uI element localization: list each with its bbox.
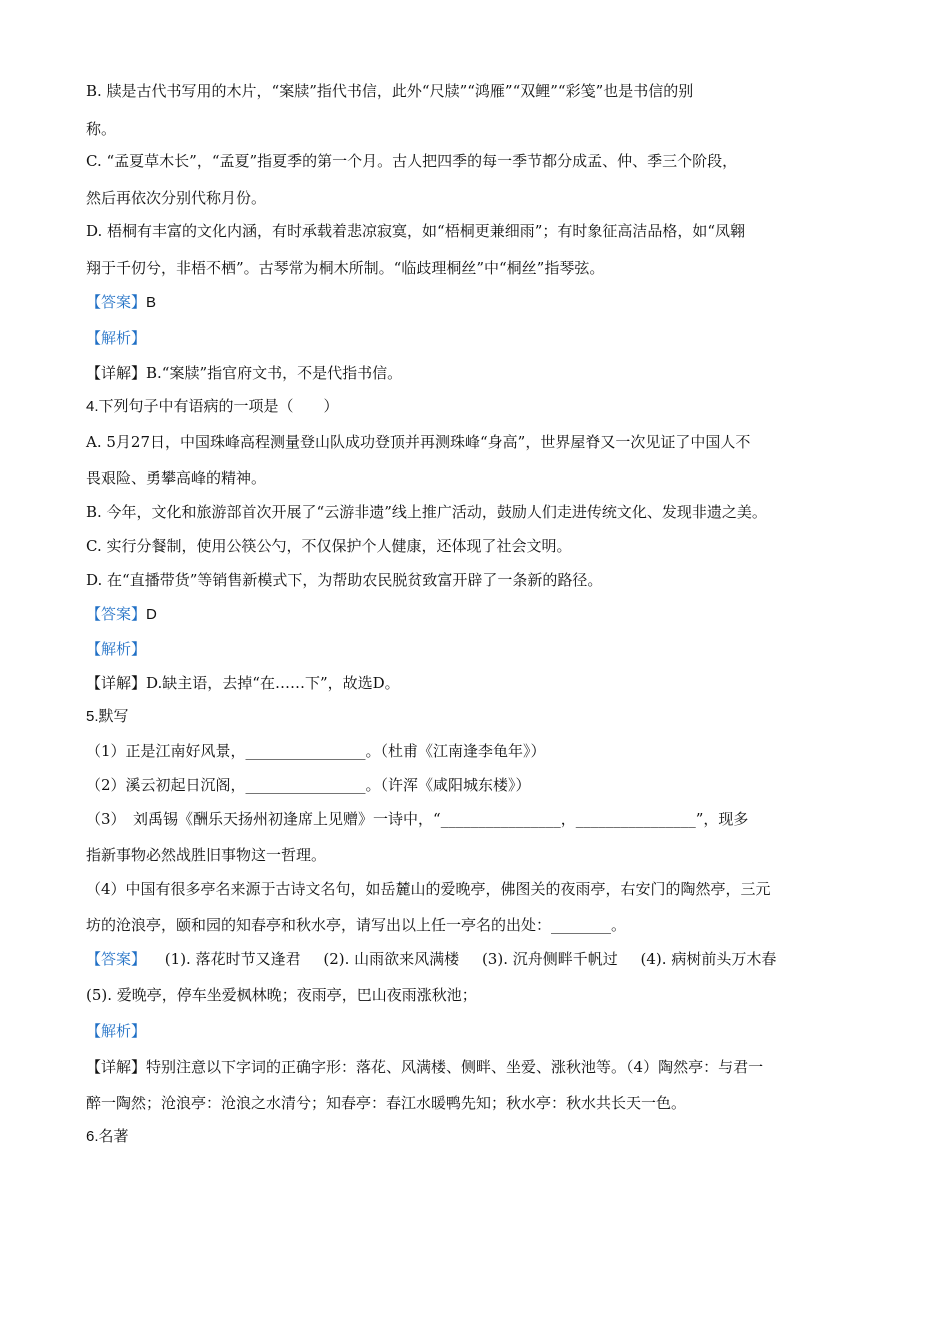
q5-detail-line2: 醉一陶然；沧浪亭：沧浪之水清兮；知春亭：春江水暖鸭先知；秋水亭：秋水共长天一色。 (86, 1094, 687, 1112)
answer-value: B (146, 294, 157, 311)
q4-option-a-line2: 畏艰险、勇攀高峰的精神。 (86, 469, 267, 487)
q5-item-3-line2: 指新事物必然战胜旧事物这一哲理。 (86, 846, 327, 864)
q6-stem: 6.名著 (86, 1128, 129, 1145)
answer-tag: 【答案】 (86, 605, 147, 623)
detail-tag: 【详解】 (86, 674, 147, 692)
q5-item-2: （2）溪云初起日沉阁，________________。（许浑《咸阳城东楼》） (86, 776, 531, 794)
q3-option-c-line1: C. “孟夏草木长”，“孟夏”指夏季的第一个月。古人把四季的每一季节都分成孟、仲、季三个阶段， (86, 152, 738, 170)
answer-item-1: (1). 落花时节又逢君 (164, 950, 301, 968)
q5-analysis (86, 1020, 876, 1042)
analysis-tag: 【解析】 (86, 329, 147, 347)
q4-answer (86, 603, 876, 626)
detail-tag: 【详解】 (86, 364, 147, 382)
answer-tag: 【答案】 (86, 950, 147, 968)
q4-option-d: D. 在“直播带货”等销售新模式下，为帮助农民脱贫致富开辟了一条新的路径。 (86, 571, 603, 589)
answer-item-2: (2). 山雨欲来风满楼 (323, 950, 460, 968)
q4-option-c: C. 实行分餐制，使用公筷公勺，不仅保护个人健康，还体现了社会文明。 (86, 537, 572, 555)
q5-detail-line1 (86, 1056, 876, 1078)
q3-option-b-line1: B. 牍是古代书写用的木片，“案牍”指代书信，此外“尺牍”“鸿雁”“双鲤”“彩笺”也是书信的别 (86, 82, 694, 100)
q4-analysis (86, 638, 876, 660)
detail-text: 特别注意以下字词的正确字形：落花、风满楼、侧畔、坐爱、涨秋池等。（4）陶然亭：与君一 (146, 1058, 764, 1076)
analysis-tag: 【解析】 (86, 1022, 147, 1040)
answer-item-3: (3). 沉舟侧畔千帆过 (481, 950, 618, 968)
q4-option-a-line1: A. 5月27日，中国珠峰高程测量登山队成功登顶并再测珠峰“身高”，世界屋脊又一次见证了中国人不 (86, 433, 751, 451)
q5-answer (86, 948, 876, 970)
q5-stem: 5.默写 (86, 708, 129, 725)
q3-option-b-line2: 称。 (86, 120, 117, 138)
q5-item-4-line1: （4）中国有很多亭名来源于古诗文名句，如岳麓山的爱晚亭，佛图关的夜雨亭，右安门的陶然亭，三元 (86, 880, 771, 898)
analysis-tag: 【解析】 (86, 640, 147, 658)
detail-text: D.缺主语，去掉“在……下”，故选D。 (146, 674, 400, 692)
q5-item-4-line2: 坊的沧浪亭，颐和园的知春亭和秋水亭，请写出以上任一亭名的出处：________。 (86, 916, 627, 934)
q3-answer (86, 291, 876, 314)
answer-item-4: (4). 病树前头万木春 (640, 950, 777, 968)
q5-answer-line2: (5). 爱晚亭，停车坐爱枫林晚；夜雨亭，巴山夜雨涨秋池； (86, 986, 477, 1004)
answer-value: D (146, 606, 157, 623)
q3-analysis (86, 327, 876, 349)
q4-stem: 4.下列句子中有语病的一项是（ ） (86, 398, 339, 415)
q3-option-d-line2: 翔于千仞兮，非梧不栖”。古琴常为桐木所制。“临歧理桐丝”中“桐丝”指琴弦。 (86, 259, 605, 277)
detail-tag: 【详解】 (86, 1058, 147, 1076)
q4-detail (86, 672, 876, 694)
q5-item-1: （1）正是江南好风景，________________。（杜甫《江南逢李龟年》） (86, 742, 546, 760)
q4-option-b: B. 今年，文化和旅游部首次开展了“云游非遗”线上推广活动，鼓励人们走进传统文化、发现非遗之美。 (86, 503, 767, 521)
q3-detail (86, 362, 876, 384)
answer-tag: 【答案】 (86, 293, 147, 311)
q3-option-d-line1: D. 梧桐有丰富的文化内涵，有时承载着悲凉寂寞，如“梧桐更兼细雨”；有时象征高洁品格，如“凤翱 (86, 222, 746, 240)
q3-option-c-line2: 然后再依次分别代称月份。 (86, 189, 267, 207)
detail-text: B.“案牍”指官府文书，不是代指书信。 (146, 364, 403, 382)
q5-item-3-line1: （3） 刘禹锡《酬乐天扬州初逢席上见赠》一诗中，“________________，________________”，现多 (86, 810, 749, 828)
